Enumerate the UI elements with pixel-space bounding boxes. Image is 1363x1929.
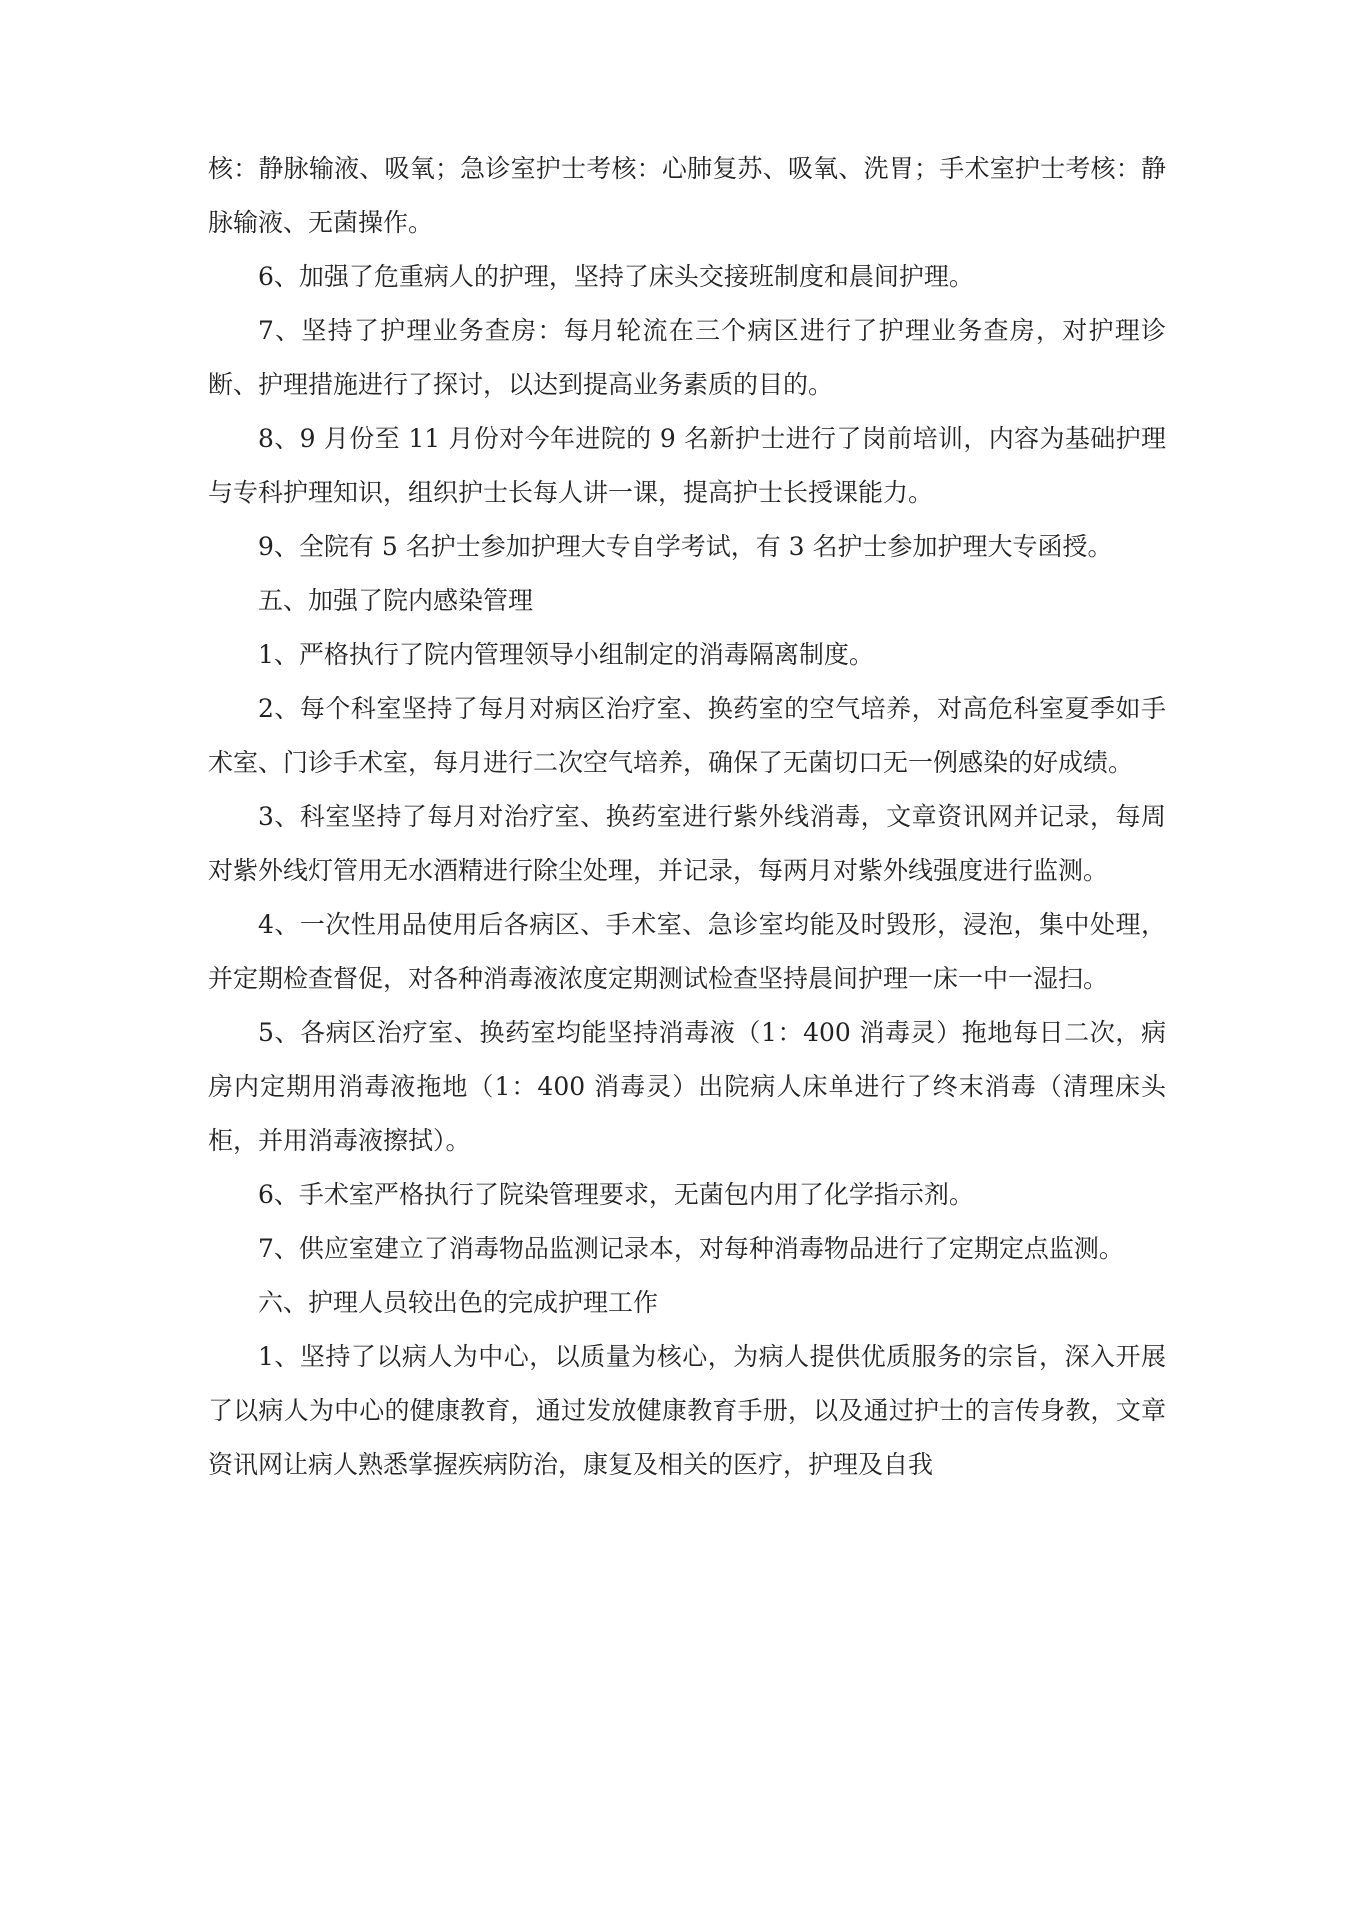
paragraph-item-9-exams: 9、全院有 5 名护士参加护理大专自学考试，有 3 名护士参加护理大专函授。 <box>258 532 1113 561</box>
paragraph-item-6-critical-care: 6、加强了危重病人的护理，坚持了床头交接班制度和晨间护理。 <box>258 262 974 291</box>
paragraph-nursing-item-1: 1、坚持了以病人为中心，以质量为核心，为病人提供优质服务的宗旨，深入开展了以病人为中心的健康教育，通过发放健康教育手册，以及通过护士的言传身教，文章资讯网让病人熟悉掌握疾病防治，康复及相关的医疗，护理及自我 <box>208 1342 1166 1479</box>
paragraph-infection-item-6: 6、手术室严格执行了院染管理要求，无菌包内用了化学指示剂。 <box>258 1180 974 1209</box>
document-body <box>208 142 1166 1492</box>
section-heading-infection-control: 五、加强了院内感染管理 <box>258 586 534 615</box>
section-heading-nursing-work: 六、护理人员较出色的完成护理工作 <box>258 1288 659 1317</box>
paragraph-infection-item-2: 2、每个科室坚持了每月对病区治疗室、换药室的空气培养，对高危科室夏季如手术室、门诊手术室，每月进行二次空气培养，确保了无菌切口无一例感染的好成绩。 <box>208 694 1166 777</box>
paragraph-infection-item-4: 4、一次性用品使用后各病区、手术室、急诊室均能及时毁形，浸泡，集中处理，并定期检查督促，对各种消毒液浓度定期测试检查坚持晨间护理一床一中一湿扫。 <box>208 910 1166 993</box>
paragraph-infection-item-1: 1、严格执行了院内管理领导小组制定的消毒隔离制度。 <box>258 640 874 669</box>
paragraph-infection-item-3: 3、科室坚持了每月对治疗室、换药室进行紫外线消毒，文章资讯网并记录，每周对紫外线灯管用无水酒精进行除尘处理，并记录，每两月对紫外线强度进行监测。 <box>208 802 1166 885</box>
paragraph-infection-item-5: 5、各病区治疗室、换药室均能坚持消毒液（1：400 消毒灵）拖地每日二次，病房内定期用消毒液拖地（1：400 消毒灵）出院病人床单进行了终末消毒（清理床头柜，并用消毒液擦拭）。 <box>208 1018 1166 1155</box>
paragraph-item-8-training: 8、9 月份至 11 月份对今年进院的 9 名新护士进行了岗前培训，内容为基础护理与专科护理知识，组织护士长每人讲一课，提高护士长授课能力。 <box>208 424 1166 507</box>
paragraph-item-7-ward-rounds: 7、坚持了护理业务查房：每月轮流在三个病区进行了护理业务查房，对护理诊断、护理措施进行了探讨，以达到提高业务素质的目的。 <box>208 316 1166 399</box>
paragraph-continuation: 核：静脉输液、吸氧；急诊室护士考核：心肺复苏、吸氧、洗胃；手术室护士考核：静脉输液、无菌操作。 <box>208 154 1166 237</box>
paragraph-infection-item-7: 7、供应室建立了消毒物品监测记录本，对每种消毒物品进行了定期定点监测。 <box>258 1234 1124 1263</box>
